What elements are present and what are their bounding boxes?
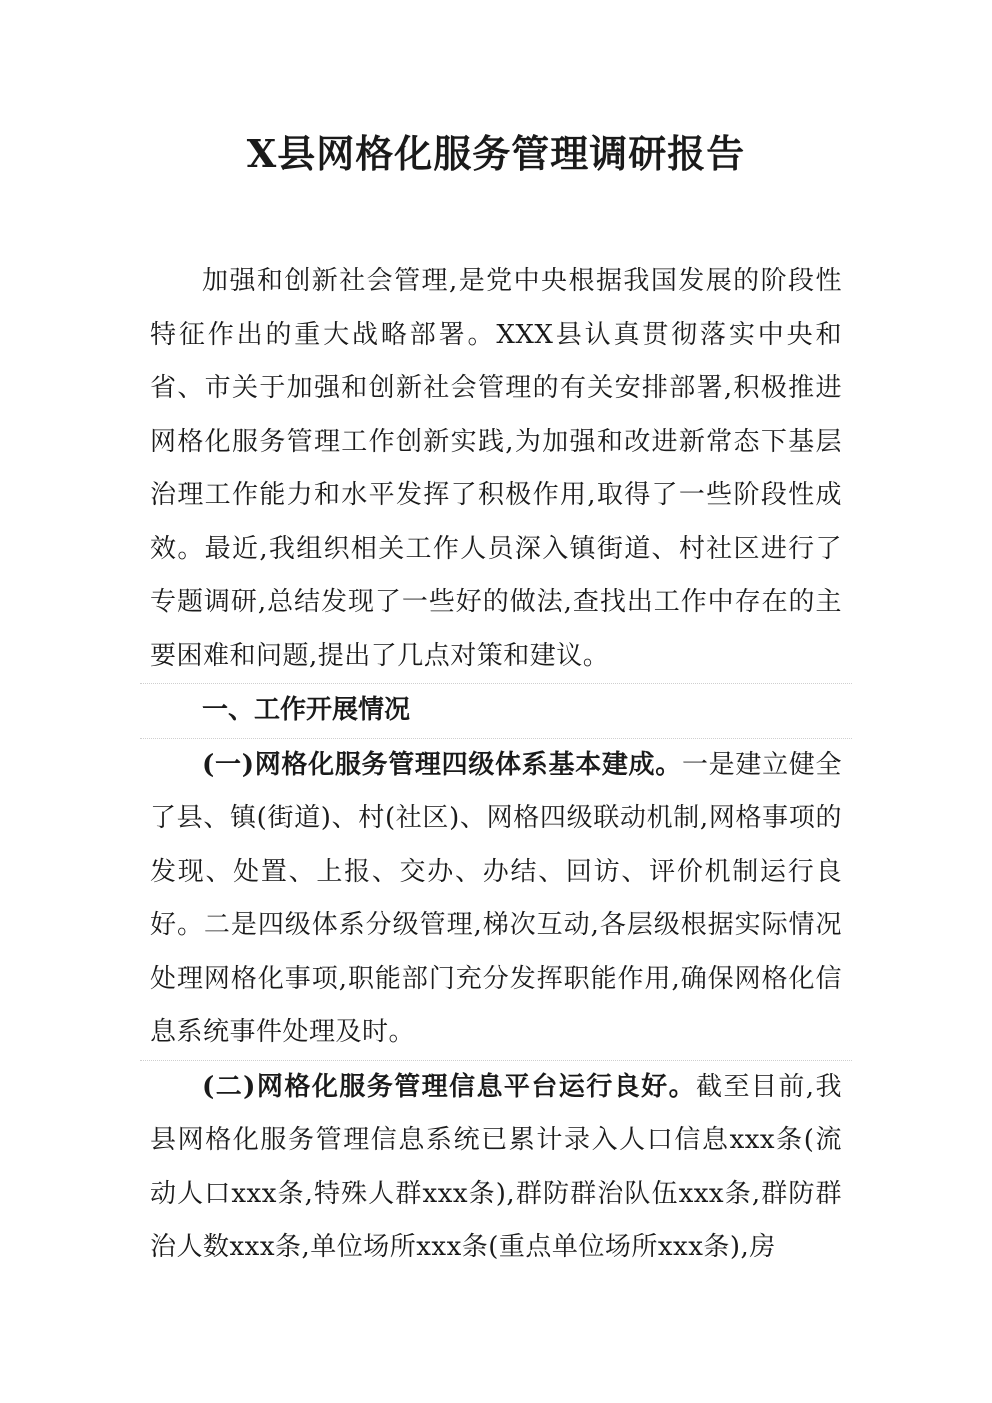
subsection-lead-2: (二)网格化服务管理信息平台运行良好。 — [202, 1071, 697, 1102]
subsection-text-2: 截至目前,我县网格化服务管理信息系统已累计录入人口信息xxx条(流动人口xxx条,特殊人群xxx条),群防群治队伍xxx条,群防群治人数xxx条,单位场所xxx条(重点单位场所xxx条),房 — [150, 1071, 842, 1262]
subsection-paragraph-1 — [150, 739, 842, 1060]
document-body — [150, 255, 842, 1275]
subsection-text-1: 一是建立健全了县、镇(街道)、村(社区)、网格四级联动机制,网格事项的发现、处置、上报、交办、办结、回访、评价机制运行良好。二是四级体系分级管理,梯次互动,各层级根据实际情况处理网格化事项,职能部门充分发挥职能作用,确保网格化信息系统事件处理及时。 — [150, 749, 842, 1047]
intro-paragraph: 加强和创新社会管理,是党中央根据我国发展的阶段性特征作出的重大战略部署。XXX县认真贯彻落实中央和省、市关于加强和创新社会管理的有关安排部署,积极推进网格化服务管理工作创新实践,为加强和改进新常态下基层治理工作能力和水平发挥了积极作用,取得了一些阶段性成效。最近,我组织相关工作人员深入镇街道、村社区进行了专题调研,总结发现了一些好的做法,查找出工作中存在的主要困难和问题,提出了几点对策和建议。 — [150, 266, 842, 671]
subsection-lead-1: (一)网格化服务管理四级体系基本建成。 — [202, 749, 682, 780]
subsection-paragraph-2 — [150, 1061, 842, 1275]
document-title: X县网格化服务管理调研报告 — [246, 131, 746, 176]
section-heading: 一、工作开展情况 — [202, 695, 411, 725]
